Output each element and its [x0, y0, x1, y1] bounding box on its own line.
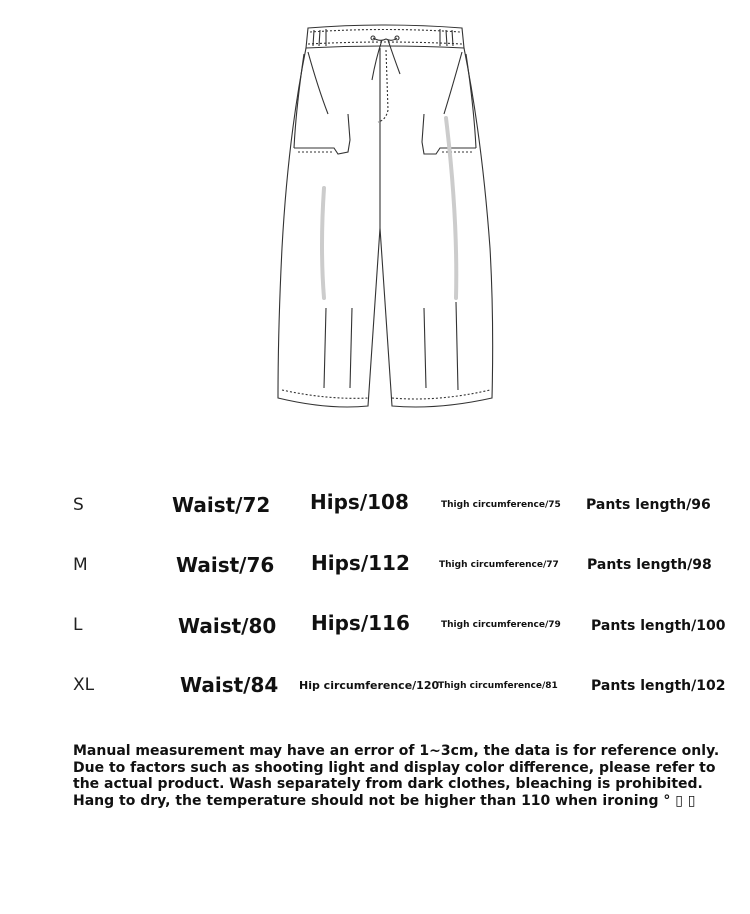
hips-value: Hips/112 [311, 551, 410, 575]
hips-value: Hip circumference/120 [299, 679, 440, 692]
hips-value: Hips/116 [311, 611, 410, 635]
care-notes [73, 743, 720, 809]
length-value: Pants length/102 [591, 678, 726, 694]
length-value: Pants length/100 [591, 618, 726, 634]
size-label: XL [73, 675, 95, 695]
waist-value: Waist/72 [172, 493, 271, 517]
waist-value: Waist/84 [180, 673, 279, 697]
size-label: S [73, 495, 84, 515]
length-value: Pants length/96 [586, 497, 711, 513]
thigh-value: Thigh circumference/79 [441, 620, 561, 630]
waist-value: Waist/80 [178, 614, 277, 638]
note-line: Due to factors such as shooting light and display color difference, please refer to [73, 759, 716, 776]
hips-value: Hips/108 [310, 490, 409, 514]
length-value: Pants length/98 [587, 557, 712, 573]
size-label: M [73, 555, 88, 575]
waist-value: Waist/76 [176, 553, 275, 577]
note-line: the actual product. Wash separately from dark clothes, bleaching is prohibited. [73, 776, 703, 792]
size-label: L [73, 615, 83, 635]
note-line: Hang to dry, the temperature should not be higher than 110 when ironing ° ▯ ▯ [73, 792, 696, 809]
note-line: Manual measurement may have an error of 1~3cm, the data is for reference only. [73, 743, 720, 759]
thigh-value: Thigh circumference/77 [439, 560, 559, 570]
pants-technical-drawing [268, 18, 502, 414]
thigh-value: Thigh circumference/75 [441, 500, 561, 510]
thigh-value: Thigh circumference/81 [438, 681, 558, 691]
